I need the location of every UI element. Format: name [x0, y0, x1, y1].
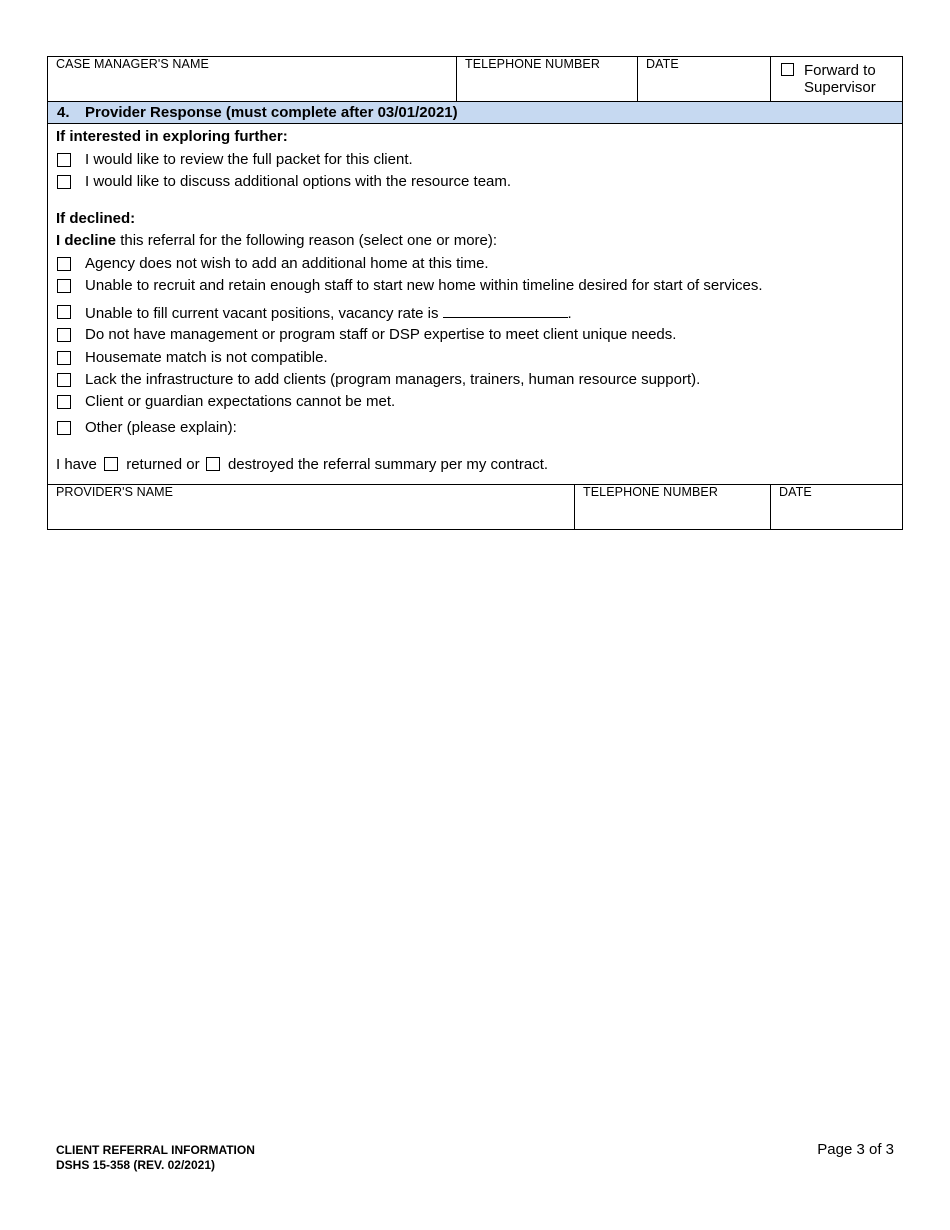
return-prefix: I have	[56, 456, 97, 473]
provider-name-label: PROVIDER'S NAME	[56, 485, 174, 499]
decline-reason-checkbox[interactable]	[57, 373, 71, 387]
review-packet-label: I would like to review the full packet for this client.	[85, 151, 413, 168]
provider-date-field[interactable]	[770, 485, 902, 529]
provider-telephone-field[interactable]	[574, 485, 770, 529]
provider-telephone-label: TELEPHONE NUMBER	[583, 485, 718, 499]
decline-reason-checkbox[interactable]	[57, 257, 71, 271]
decline-reason-label: Agency does not wish to add an additional home at this time.	[85, 255, 489, 272]
declined-intro-bold: I decline	[56, 232, 117, 249]
decline-reason-label: Housemate match is not compatible.	[85, 349, 328, 366]
decline-reason-label: Client or guardian expectations cannot be met.	[85, 393, 396, 410]
decline-reason-label: Lack the infrastructure to add clients (program managers, trainers, human resource support).	[85, 371, 701, 388]
declined-intro	[56, 232, 497, 250]
return-statement	[56, 456, 548, 474]
vacancy-suffix: .	[567, 305, 572, 322]
case-manager-telephone-label: TELEPHONE NUMBER	[465, 57, 600, 71]
provider-row	[47, 484, 903, 530]
declined-intro-text: this referral for the following reason (select one or more):	[120, 232, 498, 249]
section-body	[47, 124, 903, 484]
returned-label: returned or	[126, 456, 200, 473]
form-footer	[56, 1143, 255, 1173]
discuss-options-checkbox[interactable]	[57, 175, 71, 189]
decline-reason-checkbox[interactable]	[57, 421, 71, 435]
forward-to-supervisor	[770, 57, 902, 101]
section-title: Provider Response (must complete after 03/01/2021)	[85, 104, 458, 121]
interested-heading: If interested in exploring further:	[56, 128, 288, 145]
provider-response-form	[47, 56, 903, 530]
case-manager-name-label: CASE MANAGER'S NAME	[56, 57, 209, 71]
case-manager-name-field[interactable]	[48, 57, 456, 101]
destroyed-label: destroyed the referral summary per my contract.	[227, 456, 549, 473]
form-title: CLIENT REFERRAL INFORMATION	[56, 1143, 255, 1157]
forward-to-supervisor-checkbox[interactable]	[781, 63, 794, 76]
declined-heading: If declined:	[56, 210, 136, 227]
vacancy-rate-input[interactable]	[443, 303, 568, 318]
case-manager-row	[47, 56, 903, 102]
decline-reason-label: Unable to recruit and retain enough staff to start new home within timeline desired for start of services.	[85, 277, 763, 294]
decline-reason-checkbox[interactable]	[57, 351, 71, 365]
decline-reason-checkbox[interactable]	[57, 395, 71, 409]
section-header	[47, 102, 903, 124]
decline-reason-checkbox[interactable]	[57, 279, 71, 293]
page-number: Page 3 of 3	[817, 1141, 894, 1158]
decline-reason-label: Do not have management or program staff or DSP expertise to meet client unique needs.	[85, 326, 677, 343]
returned-checkbox[interactable]	[104, 457, 118, 471]
decline-reason-checkbox[interactable]	[57, 328, 71, 342]
provider-date-label: DATE	[779, 485, 812, 499]
provider-name-field[interactable]	[48, 485, 574, 529]
case-manager-date-label: DATE	[646, 57, 679, 71]
case-manager-date-field[interactable]	[637, 57, 770, 101]
section-number: 4.	[57, 104, 70, 121]
form-number: DSHS 15-358 (REV. 02/2021)	[56, 1158, 215, 1172]
vacancy-label: Unable to fill current vacant positions, vacancy rate is	[85, 305, 439, 322]
discuss-options-label: I would like to discuss additional options with the resource team.	[85, 173, 512, 190]
decline-reason-checkbox[interactable]	[57, 305, 71, 319]
case-manager-telephone-field[interactable]	[456, 57, 637, 101]
forward-to-supervisor-label: Forward to Supervisor	[804, 62, 876, 96]
decline-reason-label: Other (please explain):	[85, 419, 237, 436]
review-packet-checkbox[interactable]	[57, 153, 71, 167]
destroyed-checkbox[interactable]	[206, 457, 220, 471]
